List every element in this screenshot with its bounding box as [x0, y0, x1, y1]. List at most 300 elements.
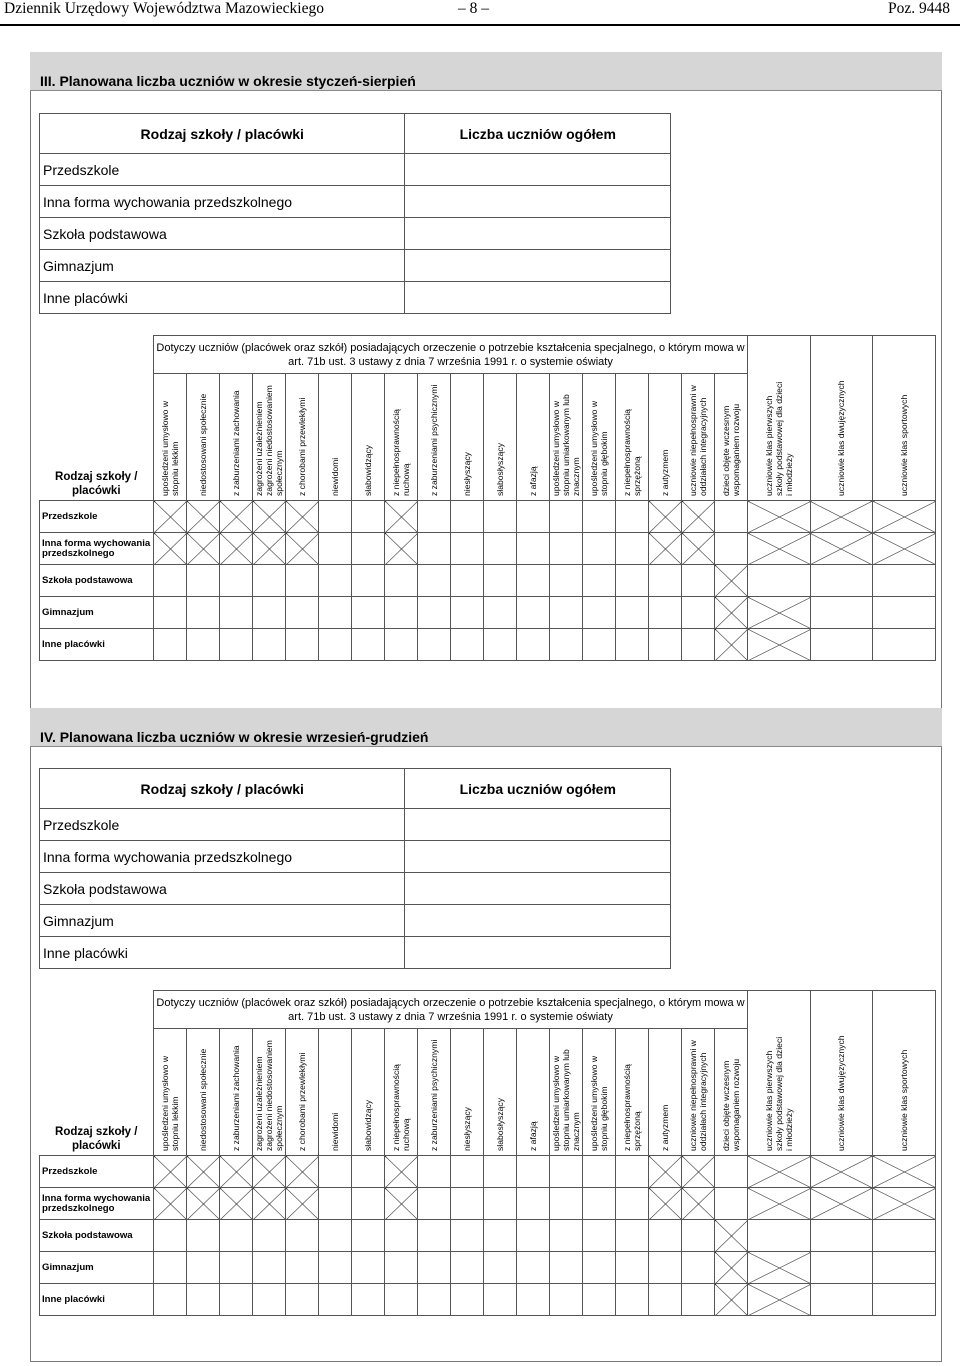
column-label: z autyzmem	[660, 449, 670, 496]
total-students-input[interactable]	[405, 154, 671, 186]
section-title-bar	[30, 708, 942, 747]
crossed-out-cell	[253, 1188, 286, 1220]
count-input-cell[interactable]	[583, 501, 616, 533]
count-input-cell[interactable]	[616, 1284, 649, 1316]
count-input-cell[interactable]	[451, 1156, 484, 1188]
count-input-cell[interactable]	[451, 1220, 484, 1252]
crossed-out-cell	[286, 533, 319, 565]
count-input-cell[interactable]	[517, 565, 550, 597]
count-input-cell[interactable]	[418, 597, 451, 629]
count-input-cell[interactable]	[286, 565, 319, 597]
count-input-cell[interactable]	[873, 565, 936, 597]
column-header	[484, 1029, 517, 1156]
data-row	[40, 565, 936, 597]
count-input-cell[interactable]	[451, 565, 484, 597]
count-input-cell[interactable]	[550, 1156, 583, 1188]
count-input-cell[interactable]	[583, 1284, 616, 1316]
count-input-cell[interactable]	[154, 629, 187, 661]
column-header	[319, 1029, 352, 1156]
crossed-out-cell	[748, 533, 811, 565]
crossed-out-cell	[748, 629, 811, 661]
group-header-row	[40, 991, 936, 1029]
count-input-cell[interactable]	[352, 597, 385, 629]
total-students-input[interactable]	[405, 282, 671, 314]
crossed-out-cell	[286, 1188, 319, 1220]
count-input-cell[interactable]	[352, 1188, 385, 1220]
count-input-cell[interactable]	[451, 501, 484, 533]
extra-column-label: uczniowie klas pierwszych szkoły podstawowej dla dzieci i młodzieży	[763, 1036, 794, 1151]
total-students-input[interactable]	[405, 250, 671, 282]
header-school-type: Rodzaj szkoły / placówki	[40, 114, 405, 154]
total-students-input[interactable]	[405, 937, 671, 969]
row-label: Szkoła podstawowa	[40, 565, 154, 597]
count-input-cell[interactable]	[517, 1284, 550, 1316]
column-header	[154, 374, 187, 501]
count-input-cell[interactable]	[319, 1156, 352, 1188]
count-input-cell[interactable]	[550, 597, 583, 629]
column-label: z afazją	[528, 1121, 538, 1151]
column-header	[715, 1029, 748, 1156]
count-input-cell[interactable]	[418, 1220, 451, 1252]
column-label: uczniowie niepełnosprawni w oddziałach integracyjnych	[688, 385, 708, 496]
section-title: IV. Planowana liczba uczniów w okresie wrzesień-grudzień	[40, 729, 429, 745]
column-label: uczniowie niepełnosprawni w oddziałach integracyjnych	[688, 1040, 708, 1151]
count-input-cell[interactable]	[616, 565, 649, 597]
count-input-cell[interactable]	[286, 1220, 319, 1252]
count-input-cell[interactable]	[484, 1220, 517, 1252]
count-input-cell[interactable]	[451, 597, 484, 629]
count-input-cell[interactable]	[220, 1284, 253, 1316]
crossed-out-cell	[715, 597, 748, 629]
count-input-cell[interactable]	[286, 629, 319, 661]
count-input-cell[interactable]	[583, 1252, 616, 1284]
summary-table	[39, 768, 671, 969]
count-input-cell[interactable]	[810, 1252, 873, 1284]
count-input-cell[interactable]	[187, 629, 220, 661]
row-label: Szkoła podstawowa	[40, 1220, 154, 1252]
extra-column-label: uczniowie klas dwujęzycznych	[836, 380, 847, 496]
count-input-cell[interactable]	[715, 501, 748, 533]
summary-row	[40, 809, 671, 841]
count-input-cell[interactable]	[649, 1252, 682, 1284]
count-input-cell[interactable]	[418, 533, 451, 565]
row-label: Inne placówki	[40, 1284, 154, 1316]
count-input-cell[interactable]	[616, 533, 649, 565]
column-label: dzieci objęte wczesnym wspomaganiem rozwoju	[721, 403, 741, 496]
count-input-cell[interactable]	[286, 1284, 319, 1316]
crossed-out-cell	[810, 1188, 873, 1220]
count-input-cell[interactable]	[810, 1284, 873, 1316]
corner-label: Rodzaj szkoły / placówki	[40, 991, 154, 1156]
extra-column-header	[873, 991, 936, 1156]
count-input-cell[interactable]	[484, 1252, 517, 1284]
count-input-cell[interactable]	[616, 1156, 649, 1188]
count-input-cell[interactable]	[616, 1220, 649, 1252]
count-input-cell[interactable]	[873, 1252, 936, 1284]
column-label: słabowidzący	[363, 444, 373, 496]
crossed-out-cell	[187, 1188, 220, 1220]
count-input-cell[interactable]	[253, 1220, 286, 1252]
crossed-out-cell	[154, 1188, 187, 1220]
column-label: niewidomi	[330, 457, 340, 496]
count-input-cell[interactable]	[352, 1284, 385, 1316]
count-input-cell[interactable]	[810, 597, 873, 629]
count-input-cell[interactable]	[873, 597, 936, 629]
column-header	[451, 374, 484, 501]
count-input-cell[interactable]	[352, 1220, 385, 1252]
total-students-input[interactable]	[405, 186, 671, 218]
count-input-cell[interactable]	[418, 1252, 451, 1284]
column-label: z zaburzeniami psychicznymi	[429, 1039, 439, 1151]
count-input-cell[interactable]	[517, 1220, 550, 1252]
count-input-cell[interactable]	[451, 1284, 484, 1316]
count-input-cell[interactable]	[319, 533, 352, 565]
summary-row	[40, 218, 671, 250]
row-label: Gimnazjum	[40, 597, 154, 629]
crossed-out-cell	[286, 501, 319, 533]
position-number: Poz. 9448	[888, 0, 950, 17]
count-input-cell[interactable]	[154, 597, 187, 629]
count-input-cell[interactable]	[810, 565, 873, 597]
count-input-cell[interactable]	[583, 1188, 616, 1220]
count-input-cell[interactable]	[187, 597, 220, 629]
count-input-cell[interactable]	[418, 629, 451, 661]
school-type-label: Inna forma wychowania przedszkolnego	[40, 841, 405, 873]
count-input-cell[interactable]	[550, 565, 583, 597]
special-needs-table	[39, 335, 936, 661]
count-input-cell[interactable]	[550, 629, 583, 661]
count-input-cell[interactable]	[319, 629, 352, 661]
count-input-cell[interactable]	[319, 501, 352, 533]
column-header	[682, 374, 715, 501]
crossed-out-cell	[748, 1252, 811, 1284]
count-input-cell[interactable]	[517, 597, 550, 629]
data-row	[40, 1188, 936, 1220]
crossed-out-cell	[748, 501, 811, 533]
count-input-cell[interactable]	[385, 1220, 418, 1252]
crossed-out-cell	[682, 1188, 715, 1220]
count-input-cell[interactable]	[385, 597, 418, 629]
count-input-cell[interactable]	[154, 1220, 187, 1252]
count-input-cell[interactable]	[682, 629, 715, 661]
school-type-label: Inne placówki	[40, 282, 405, 314]
crossed-out-cell	[187, 501, 220, 533]
count-input-cell[interactable]	[385, 565, 418, 597]
crossed-out-cell	[649, 533, 682, 565]
count-input-cell[interactable]	[484, 1156, 517, 1188]
crossed-out-cell	[649, 501, 682, 533]
count-input-cell[interactable]	[484, 597, 517, 629]
count-input-cell[interactable]	[873, 1284, 936, 1316]
column-label: z chorobami przewlekłymi	[297, 397, 307, 496]
count-input-cell[interactable]	[583, 565, 616, 597]
count-input-cell[interactable]	[352, 533, 385, 565]
count-input-cell[interactable]	[682, 1252, 715, 1284]
header-total-students: Liczba uczniów ogółem	[405, 769, 671, 809]
count-input-cell[interactable]	[418, 501, 451, 533]
column-header	[220, 374, 253, 501]
school-type-label: Inna forma wychowania przedszkolnego	[40, 186, 405, 218]
crossed-out-cell	[682, 533, 715, 565]
column-header	[517, 1029, 550, 1156]
column-label: niewidomi	[330, 1112, 340, 1151]
count-input-cell[interactable]	[517, 1252, 550, 1284]
crossed-out-cell	[253, 533, 286, 565]
count-input-cell[interactable]	[810, 1220, 873, 1252]
column-label: upośledzeni umysłowo w stopniu umiarkowanym lub znacznym	[551, 394, 581, 496]
summary-header-row	[40, 769, 671, 809]
crossed-out-cell	[187, 533, 220, 565]
count-input-cell[interactable]	[385, 1252, 418, 1284]
count-input-cell[interactable]	[517, 1188, 550, 1220]
count-input-cell[interactable]	[451, 1188, 484, 1220]
column-label: upośledzeni umysłowo w stopniu lekkim	[160, 400, 180, 496]
count-input-cell[interactable]	[682, 1284, 715, 1316]
count-input-cell[interactable]	[352, 501, 385, 533]
count-input-cell[interactable]	[154, 565, 187, 597]
count-input-cell[interactable]	[418, 565, 451, 597]
count-input-cell[interactable]	[286, 1252, 319, 1284]
crossed-out-cell	[253, 501, 286, 533]
column-label: z niepełnosprawnością ruchową	[391, 1064, 411, 1151]
column-header	[286, 1029, 319, 1156]
row-label: Przedszkole	[40, 1156, 154, 1188]
count-input-cell[interactable]	[583, 1220, 616, 1252]
count-input-cell[interactable]	[418, 1156, 451, 1188]
column-label: z zaburzeniami zachowania	[231, 390, 241, 496]
count-input-cell[interactable]	[517, 1156, 550, 1188]
data-row	[40, 597, 936, 629]
column-label: zagrożeni uzależnieniem zagrożeni niedostosowaniem społecznym	[254, 1040, 284, 1151]
count-input-cell[interactable]	[550, 533, 583, 565]
crossed-out-cell	[873, 1188, 936, 1220]
count-input-cell[interactable]	[715, 1188, 748, 1220]
column-header	[649, 1029, 682, 1156]
summary-row	[40, 282, 671, 314]
total-students-input[interactable]	[405, 809, 671, 841]
data-row	[40, 501, 936, 533]
crossed-out-cell	[873, 533, 936, 565]
total-students-input[interactable]	[405, 873, 671, 905]
count-input-cell[interactable]	[385, 629, 418, 661]
page-header	[0, 0, 960, 26]
count-input-cell[interactable]	[319, 597, 352, 629]
count-input-cell[interactable]	[649, 597, 682, 629]
extra-column-label: uczniowie klas sportowych	[899, 1049, 910, 1151]
count-input-cell[interactable]	[715, 1156, 748, 1188]
total-students-input[interactable]	[405, 841, 671, 873]
journal-title: Dziennik Urzędowy Województwa Mazowieckiego	[4, 0, 324, 17]
count-input-cell[interactable]	[649, 1220, 682, 1252]
count-input-cell[interactable]	[517, 533, 550, 565]
data-row	[40, 1252, 936, 1284]
column-header	[517, 374, 550, 501]
count-input-cell[interactable]	[220, 597, 253, 629]
column-header	[583, 374, 616, 501]
school-type-label: Przedszkole	[40, 809, 405, 841]
count-input-cell[interactable]	[550, 1284, 583, 1316]
special-needs-group-header: Dotyczy uczniów (placówek oraz szkół) posiadających orzeczenie o potrzebie kształcenia specjalnego, o którym mowa w art. 71b ust. 3 ustawy z dnia 7 września 1991 r. o systemie oświaty	[154, 336, 748, 374]
count-input-cell[interactable]	[319, 565, 352, 597]
count-input-cell[interactable]	[253, 1284, 286, 1316]
column-label: upośledzeni umysłowo w stopniu lekkim	[160, 1055, 180, 1151]
count-input-cell[interactable]	[682, 597, 715, 629]
school-type-label: Inne placówki	[40, 937, 405, 969]
count-input-cell[interactable]	[253, 629, 286, 661]
column-header	[187, 1029, 220, 1156]
count-input-cell[interactable]	[810, 629, 873, 661]
extra-column-header	[748, 336, 811, 501]
count-input-cell[interactable]	[352, 1156, 385, 1188]
count-input-cell[interactable]	[517, 501, 550, 533]
count-input-cell[interactable]	[220, 629, 253, 661]
column-label: upośledzeni umysłowo w stopniu głębokim	[589, 400, 609, 496]
row-label: Gimnazjum	[40, 1252, 154, 1284]
count-input-cell[interactable]	[484, 1284, 517, 1316]
crossed-out-cell	[748, 1156, 811, 1188]
count-input-cell[interactable]	[550, 1188, 583, 1220]
summary-row	[40, 154, 671, 186]
crossed-out-cell	[154, 501, 187, 533]
count-input-cell[interactable]	[550, 1252, 583, 1284]
data-row	[40, 1284, 936, 1316]
count-input-cell[interactable]	[253, 1252, 286, 1284]
summary-row	[40, 937, 671, 969]
crossed-out-cell	[873, 501, 936, 533]
count-input-cell[interactable]	[649, 565, 682, 597]
extra-column-header	[873, 336, 936, 501]
count-input-cell[interactable]	[616, 1188, 649, 1220]
count-input-cell[interactable]	[484, 629, 517, 661]
extra-column-label: uczniowie klas sportowych	[899, 394, 910, 496]
count-input-cell[interactable]	[451, 629, 484, 661]
count-input-cell[interactable]	[484, 533, 517, 565]
count-input-cell[interactable]	[352, 565, 385, 597]
count-input-cell[interactable]	[319, 1220, 352, 1252]
extra-column-label: uczniowie klas dwujęzycznych	[836, 1035, 847, 1151]
count-input-cell[interactable]	[253, 565, 286, 597]
crossed-out-cell	[385, 1156, 418, 1188]
count-input-cell[interactable]	[649, 1284, 682, 1316]
column-header	[451, 1029, 484, 1156]
column-header	[187, 374, 220, 501]
count-input-cell[interactable]	[616, 629, 649, 661]
column-label: z zaburzeniami zachowania	[231, 1045, 241, 1151]
crossed-out-cell	[810, 533, 873, 565]
count-input-cell[interactable]	[253, 597, 286, 629]
count-input-cell[interactable]	[550, 1220, 583, 1252]
column-label: z zaburzeniami psychicznymi	[429, 384, 439, 496]
crossed-out-cell	[649, 1188, 682, 1220]
count-input-cell[interactable]	[319, 1284, 352, 1316]
count-input-cell[interactable]	[220, 565, 253, 597]
count-input-cell[interactable]	[715, 533, 748, 565]
group-header-row	[40, 336, 936, 374]
column-header	[253, 374, 286, 501]
count-input-cell[interactable]	[220, 1252, 253, 1284]
count-input-cell[interactable]	[187, 565, 220, 597]
count-input-cell[interactable]	[649, 629, 682, 661]
count-input-cell[interactable]	[352, 629, 385, 661]
school-type-label: Szkoła podstawowa	[40, 218, 405, 250]
count-input-cell[interactable]	[187, 1220, 220, 1252]
count-input-cell[interactable]	[154, 1252, 187, 1284]
crossed-out-cell	[154, 1156, 187, 1188]
count-input-cell[interactable]	[583, 1156, 616, 1188]
count-input-cell[interactable]	[873, 1220, 936, 1252]
column-label: upośledzeni umysłowo w stopniu głębokim	[589, 1055, 609, 1151]
count-input-cell[interactable]	[583, 597, 616, 629]
count-input-cell[interactable]	[319, 1252, 352, 1284]
crossed-out-cell	[220, 1188, 253, 1220]
count-input-cell[interactable]	[517, 629, 550, 661]
count-input-cell[interactable]	[484, 565, 517, 597]
count-input-cell[interactable]	[220, 1220, 253, 1252]
count-input-cell[interactable]	[616, 1252, 649, 1284]
total-students-input[interactable]	[405, 905, 671, 937]
count-input-cell[interactable]	[748, 1220, 811, 1252]
count-input-cell[interactable]	[748, 565, 811, 597]
count-input-cell[interactable]	[682, 565, 715, 597]
count-input-cell[interactable]	[583, 629, 616, 661]
crossed-out-cell	[253, 1156, 286, 1188]
count-input-cell[interactable]	[418, 1188, 451, 1220]
crossed-out-cell	[748, 597, 811, 629]
column-header	[154, 1029, 187, 1156]
crossed-out-cell	[715, 1284, 748, 1316]
total-students-input[interactable]	[405, 218, 671, 250]
column-header	[583, 1029, 616, 1156]
column-label: upośledzeni umysłowo w stopniu umiarkowanym lub znacznym	[551, 1049, 581, 1151]
column-label: z autyzmem	[660, 1104, 670, 1151]
count-input-cell[interactable]	[418, 1284, 451, 1316]
count-input-cell[interactable]	[187, 1252, 220, 1284]
count-input-cell[interactable]	[187, 1284, 220, 1316]
count-input-cell[interactable]	[319, 1188, 352, 1220]
crossed-out-cell	[715, 1252, 748, 1284]
count-input-cell[interactable]	[484, 501, 517, 533]
count-input-cell[interactable]	[583, 533, 616, 565]
row-label: Inna forma wychowania przedszkolnego	[40, 533, 154, 565]
summary-row	[40, 186, 671, 218]
count-input-cell[interactable]	[682, 1220, 715, 1252]
count-input-cell[interactable]	[484, 1188, 517, 1220]
count-input-cell[interactable]	[451, 1252, 484, 1284]
count-input-cell[interactable]	[352, 1252, 385, 1284]
column-header	[484, 374, 517, 501]
crossed-out-cell	[220, 501, 253, 533]
summary-row	[40, 250, 671, 282]
data-row	[40, 629, 936, 661]
count-input-cell[interactable]	[451, 533, 484, 565]
extra-column-header	[810, 991, 873, 1156]
crossed-out-cell	[220, 533, 253, 565]
count-input-cell[interactable]	[550, 501, 583, 533]
count-input-cell[interactable]	[385, 1284, 418, 1316]
count-input-cell[interactable]	[616, 597, 649, 629]
count-input-cell[interactable]	[616, 501, 649, 533]
column-header	[418, 1029, 451, 1156]
count-input-cell[interactable]	[286, 597, 319, 629]
column-header	[319, 374, 352, 501]
count-input-cell[interactable]	[154, 1284, 187, 1316]
crossed-out-cell	[385, 501, 418, 533]
column-label: słabosłyszący	[495, 442, 505, 496]
crossed-out-cell	[715, 1220, 748, 1252]
extra-column-label: uczniowie klas pierwszych szkoły podstawowej dla dzieci i młodzieży	[763, 381, 794, 496]
column-header	[253, 1029, 286, 1156]
count-input-cell[interactable]	[873, 629, 936, 661]
